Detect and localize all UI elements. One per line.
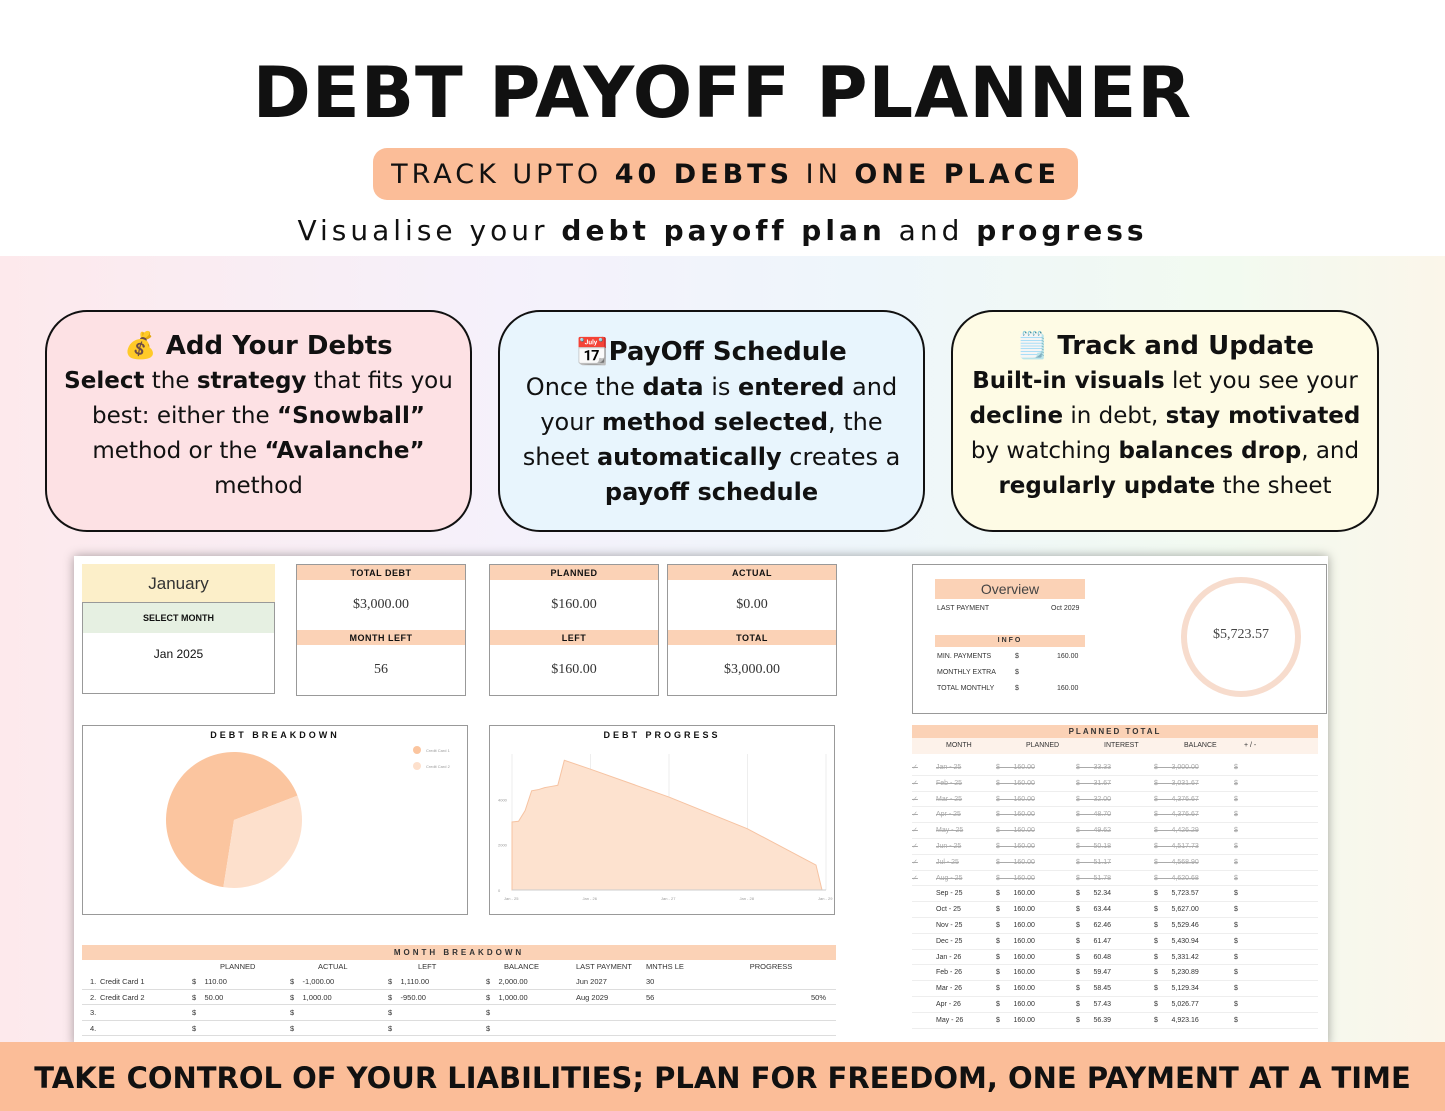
cell-month: Jul - 25 xyxy=(936,858,959,866)
cell-balance: $ 5,026.77 xyxy=(1154,1000,1199,1008)
cell-month: Mar - 26 xyxy=(936,985,963,993)
cell-name[interactable] xyxy=(100,1021,192,1036)
stat-value: $3,000.00 xyxy=(353,597,409,612)
stat-label: LEFT xyxy=(490,630,658,645)
feature-card-payoff-schedule xyxy=(498,310,925,532)
cell-balance: $ 3,031.67 xyxy=(1154,779,1199,787)
cell-planned[interactable]: $ 110.00 xyxy=(192,977,227,986)
card-body: Built-in visuals let you see your decline in debt, stay motivated by watching balances drop, and regularly update the sheet xyxy=(969,368,1361,499)
cell-planned: $ 160.00 xyxy=(996,1016,1035,1024)
pill-text-2: 40 DEBTS xyxy=(614,159,794,190)
cell-interest: $ 50.18 xyxy=(1076,842,1112,850)
area-series xyxy=(512,760,822,890)
cell-diff: $ xyxy=(1234,985,1238,993)
cell-planned[interactable]: $ xyxy=(192,1008,205,1017)
table-row xyxy=(912,855,1318,871)
cell-month: Oct - 25 xyxy=(936,906,961,914)
column-header: + / - xyxy=(1244,742,1257,749)
table-title: PLANNED TOTAL xyxy=(912,725,1318,738)
stat-value: $160.00 xyxy=(551,597,597,612)
stat-value: 56 xyxy=(374,662,388,677)
cell-diff: $ xyxy=(1234,1000,1238,1008)
stat-value: $3,000.00 xyxy=(724,662,780,677)
cell-planned: $ 160.00 xyxy=(996,811,1035,819)
cell-planned: $ 160.00 xyxy=(996,953,1035,961)
cell-diff: $ xyxy=(1234,779,1238,787)
stat-box-debt xyxy=(296,564,466,696)
check-icon[interactable]: ✓ xyxy=(912,779,918,787)
stat-label: TOTAL xyxy=(668,630,836,645)
cell-interest: $ 60.48 xyxy=(1076,953,1112,961)
cell-balance: $ 4,923.16 xyxy=(1154,1016,1199,1024)
feature-card-track-update xyxy=(951,310,1379,532)
column-header: LAST PAYMENT xyxy=(576,962,632,971)
table-row xyxy=(912,886,1318,902)
column-header: BALANCE xyxy=(504,962,540,971)
info-row-currency: $ xyxy=(1015,685,1019,692)
planned-rows xyxy=(912,760,1318,1029)
cell-month: May - 25 xyxy=(936,827,964,835)
check-icon[interactable] xyxy=(912,997,924,1012)
stat-value: $0.00 xyxy=(736,597,768,612)
cell-diff: $ xyxy=(1234,858,1238,866)
cell-progress: 50% xyxy=(810,992,826,1002)
cell-progress xyxy=(706,1005,826,1020)
check-icon[interactable]: ✓ xyxy=(912,858,918,866)
subtitle-text-4: progress xyxy=(976,214,1148,247)
cell-interest: $ 63.44 xyxy=(1076,906,1112,914)
cell-progress xyxy=(706,1021,826,1036)
table-row xyxy=(912,792,1318,808)
table-row xyxy=(912,871,1318,887)
card-title: 🗒️ Track and Update xyxy=(1015,331,1315,361)
tagline-pill xyxy=(373,148,1078,200)
cell-planned[interactable]: $ 50.00 xyxy=(192,992,224,1002)
cell-balance: $ 2,000.00 xyxy=(486,977,528,986)
y-tick-label: 2000 xyxy=(498,842,507,848)
cell-months-left xyxy=(646,1021,706,1036)
check-icon[interactable] xyxy=(912,1013,924,1028)
cell-balance: $ 4,568.90 xyxy=(1154,858,1199,866)
cell-interest: $ 33.33 xyxy=(1076,764,1112,771)
cell-interest: $ 31.67 xyxy=(1076,779,1112,787)
cell-balance: $ 5,627.00 xyxy=(1154,906,1199,914)
check-icon[interactable] xyxy=(912,886,924,901)
chart-title: DEBT BREAKDOWN xyxy=(210,730,340,740)
column-header: PLANNED xyxy=(220,962,256,971)
cell-month: Feb - 26 xyxy=(936,969,963,977)
month-breakdown-rows xyxy=(82,974,836,1036)
subtitle xyxy=(0,214,1445,247)
money-bag-icon: 💰 xyxy=(124,331,157,361)
table-row xyxy=(912,918,1318,934)
cell-balance: $ 5,529.46 xyxy=(1154,921,1199,929)
debt-progress-chart xyxy=(489,725,835,915)
cell-months-left: 56 xyxy=(646,992,655,1002)
y-tick-label: 4000 xyxy=(498,797,507,803)
cell-month: Apr - 25 xyxy=(936,811,961,819)
cell-name[interactable] xyxy=(100,1005,192,1020)
balance-ring-value: $5,723.57 xyxy=(1213,627,1269,642)
cell-month: Dec - 25 xyxy=(936,937,963,945)
x-tick-label: Jan - 27 xyxy=(661,896,676,901)
overview-panel xyxy=(912,564,1327,714)
table-row xyxy=(912,997,1318,1013)
cell-index: 3. xyxy=(90,1008,97,1017)
cell-last-payment xyxy=(576,1005,646,1020)
month-breakdown-table xyxy=(82,945,836,1045)
table-row xyxy=(912,950,1318,966)
chart-title: DEBT PROGRESS xyxy=(603,730,721,740)
cell-planned: $ 160.00 xyxy=(996,779,1035,787)
info-row-label: MIN. PAYMENTS xyxy=(937,653,992,660)
column-header: PLANNED xyxy=(1026,742,1060,749)
check-icon[interactable]: ✓ xyxy=(912,827,918,835)
x-tick-label: Jan - 26 xyxy=(582,896,597,901)
cell-index: 1. xyxy=(90,977,97,986)
notepad-icon: 🗒️ xyxy=(1015,331,1049,361)
select-month-dropdown[interactable]: Jan 2025 xyxy=(153,647,204,661)
cell-interest: $ 61.47 xyxy=(1076,937,1112,945)
check-icon[interactable]: ✓ xyxy=(912,874,918,882)
month-header: January xyxy=(82,564,275,602)
table-row xyxy=(912,823,1318,839)
cell-month: Jun - 25 xyxy=(936,842,962,850)
cell-planned: $ 160.00 xyxy=(996,921,1035,929)
cell-interest: $ 51.17 xyxy=(1076,858,1112,866)
cell-planned: $ 160.00 xyxy=(996,1000,1035,1008)
pill-text-1: TRACK UPTO xyxy=(391,159,615,190)
cell-diff: $ xyxy=(1234,906,1238,914)
last-payment-label: LAST PAYMENT xyxy=(937,605,990,612)
cell-balance: $ 4,426.29 xyxy=(1154,827,1199,835)
cell-progress xyxy=(706,974,826,989)
check-icon[interactable] xyxy=(912,902,924,917)
info-row-currency: $ xyxy=(1015,653,1019,660)
cell-planned: $ 160.00 xyxy=(996,764,1035,771)
stat-label: PLANNED xyxy=(490,565,658,580)
info-row-value: 160.00 xyxy=(1057,653,1079,660)
cell-interest: $ 62.46 xyxy=(1076,921,1112,929)
feature-card-add-debts xyxy=(45,310,472,532)
legend-label: Credit Card 2 xyxy=(426,764,450,769)
subtitle-text-1: Visualise your xyxy=(297,214,562,247)
cell-month: Aug - 25 xyxy=(936,874,963,882)
check-icon[interactable]: ✓ xyxy=(912,811,918,819)
check-icon[interactable] xyxy=(912,965,924,980)
table-row xyxy=(82,974,836,990)
cell-left: $ xyxy=(388,1023,401,1033)
cell-planned: $ 160.00 xyxy=(996,890,1035,898)
cell-month: Mar - 25 xyxy=(936,795,963,803)
cell-balance: $ 5,331.42 xyxy=(1154,953,1199,961)
cell-balance: $ 5,430.94 xyxy=(1154,937,1199,945)
cell-diff: $ xyxy=(1234,921,1238,929)
cell-months-left: 30 xyxy=(646,977,655,986)
card-body: Select the strategy that fits you best: either the “Snowball” method or the “Avalanche” method xyxy=(64,368,453,499)
info-row-currency: $ xyxy=(1015,669,1019,676)
info-row-label: TOTAL MONTHLY xyxy=(937,685,995,692)
table-row xyxy=(82,990,836,1006)
debt-breakdown-chart xyxy=(82,725,468,915)
cell-balance: $ xyxy=(486,1023,499,1033)
x-tick-label: Jan - 28 xyxy=(739,896,754,901)
cell-months-left xyxy=(646,1005,706,1020)
column-header: MNTHS LE xyxy=(646,962,684,971)
column-header: INTEREST xyxy=(1104,742,1139,749)
cell-balance: $ xyxy=(486,1008,499,1017)
calendar-icon: 📆 xyxy=(576,337,609,367)
info-row-label: MONTHLY EXTRA xyxy=(937,669,996,676)
cell-balance: $ 5,230.89 xyxy=(1154,969,1199,977)
x-tick-label: Jan - 29 xyxy=(818,896,833,901)
cell-planned: $ 160.00 xyxy=(996,795,1035,803)
table-row xyxy=(912,839,1318,855)
pill-text-3: IN xyxy=(793,159,855,190)
area-chart-svg xyxy=(490,740,834,912)
cell-diff: $ xyxy=(1234,827,1238,835)
overview-title: Overview xyxy=(935,579,1085,599)
table-row xyxy=(912,965,1318,981)
page-title: DEBT PAYOFF PLANNER xyxy=(252,52,1193,134)
check-icon[interactable]: ✓ xyxy=(912,764,918,771)
column-header: LEFT xyxy=(418,962,437,971)
column-header: MONTH xyxy=(946,742,972,749)
footer-banner: TAKE CONTROL OF YOUR LIABILITIES; PLAN FOR FREEDOM, ONE PAYMENT AT A TIME xyxy=(0,1042,1445,1111)
cell-actual[interactable]: $ -1,000.00 xyxy=(290,977,335,986)
table-title: MONTH BREAKDOWN xyxy=(82,945,836,960)
cell-diff: $ xyxy=(1234,890,1238,898)
cell-month: Jan - 26 xyxy=(936,953,962,961)
cell-month: Sep - 25 xyxy=(936,890,963,898)
cell-diff: $ xyxy=(1234,795,1238,803)
cell-balance: $ 4,376.67 xyxy=(1154,811,1199,819)
stat-label: TOTAL DEBT xyxy=(297,565,465,580)
cell-diff: $ xyxy=(1234,874,1238,882)
table-row xyxy=(912,760,1318,776)
cell-last-payment: Jun 2027 xyxy=(576,977,607,986)
stat-box-planned xyxy=(489,564,659,696)
cell-interest: $ 49.62 xyxy=(1076,827,1112,835)
table-header xyxy=(912,738,1318,754)
cell-diff: $ xyxy=(1234,842,1238,850)
cell-actual[interactable]: $ xyxy=(290,1023,303,1033)
cell-balance: $ 1,000.00 xyxy=(486,992,528,1002)
cell-balance: $ 4,376.67 xyxy=(1154,795,1199,803)
cell-planned: $ 160.00 xyxy=(996,842,1035,850)
x-tick-label: Jan - 25 xyxy=(504,896,519,901)
cell-interest: $ 57.43 xyxy=(1076,1000,1112,1008)
cell-balance: $ 4,517.73 xyxy=(1154,842,1199,850)
table-row xyxy=(82,1005,836,1021)
cell-interest: $ 56.39 xyxy=(1076,1016,1112,1024)
cell-balance: $ 4,620.68 xyxy=(1154,874,1199,882)
cell-name[interactable]: Credit Card 1 xyxy=(100,977,145,986)
legend-marker xyxy=(413,746,421,754)
cell-planned: $ 160.00 xyxy=(996,874,1035,882)
cell-interest: $ 58.45 xyxy=(1076,985,1112,993)
column-header: BALANCE xyxy=(1184,742,1217,749)
cell-interest: $ 48.70 xyxy=(1076,811,1112,819)
cell-month: Nov - 25 xyxy=(936,921,963,929)
legend-marker xyxy=(413,762,421,770)
card-title: 📆PayOff Schedule xyxy=(576,337,847,367)
cell-diff: $ xyxy=(1234,953,1238,961)
spreadsheet-preview xyxy=(74,556,1328,1046)
check-icon[interactable]: ✓ xyxy=(912,795,918,803)
cell-diff: $ xyxy=(1234,1016,1238,1024)
legend-label: Credit Card 1 xyxy=(426,748,450,753)
cell-last-payment: Aug 2029 xyxy=(576,992,609,1002)
select-month-label: SELECT MONTH xyxy=(83,603,274,633)
cell-interest: $ 32.00 xyxy=(1076,795,1112,803)
cell-interest: $ 52.34 xyxy=(1076,890,1112,898)
pie-chart-svg xyxy=(83,740,467,910)
table-row xyxy=(912,807,1318,823)
subtitle-text-3: and xyxy=(885,214,977,247)
info-label: INFO xyxy=(935,635,1085,647)
column-header: PROGRESS xyxy=(749,962,793,971)
info-row-value: 160.00 xyxy=(1057,685,1079,692)
cell-month: Apr - 26 xyxy=(936,1000,961,1008)
cell-month: Feb - 25 xyxy=(936,779,963,787)
cell-diff: $ xyxy=(1234,969,1238,977)
table-row xyxy=(912,1013,1318,1029)
table-row xyxy=(912,981,1318,997)
table-row xyxy=(912,776,1318,792)
subtitle-text-2: debt payoff plan xyxy=(561,214,886,247)
check-icon[interactable] xyxy=(912,981,924,996)
cell-planned: $ 160.00 xyxy=(996,858,1035,866)
cell-balance: $ 3,000.00 xyxy=(1154,764,1199,771)
cell-diff: $ xyxy=(1234,811,1238,819)
stat-label: MONTH LEFT xyxy=(297,630,465,645)
planned-total-table xyxy=(912,725,1318,1045)
cell-planned: $ 160.00 xyxy=(996,827,1035,835)
stat-box-actual xyxy=(667,564,837,696)
cell-planned[interactable]: $ xyxy=(192,1023,205,1033)
cell-index: 4. xyxy=(90,1023,97,1033)
check-icon[interactable] xyxy=(912,934,924,949)
check-icon[interactable]: ✓ xyxy=(912,842,918,850)
cell-planned: $ 160.00 xyxy=(996,906,1035,914)
y-tick-label: 0 xyxy=(498,888,501,893)
last-payment-value: Oct 2029 xyxy=(1051,605,1080,612)
cell-name[interactable]: Credit Card 2 xyxy=(100,992,145,1002)
cell-planned: $ 160.00 xyxy=(996,985,1035,993)
check-icon[interactable] xyxy=(912,950,924,965)
cell-index: 2. xyxy=(90,992,97,1002)
cell-month: Jan - 25 xyxy=(936,764,962,771)
cell-actual[interactable]: $ 1,000.00 xyxy=(290,992,332,1002)
cell-left: $ -950.00 xyxy=(388,992,426,1002)
column-header: ACTUAL xyxy=(318,962,348,971)
cell-month: May - 26 xyxy=(936,1016,964,1024)
cell-diff: $ xyxy=(1234,764,1238,771)
stat-label: ACTUAL xyxy=(668,565,836,580)
cell-left: $ 1,110.00 xyxy=(388,977,430,986)
cell-balance: $ 5,723.57 xyxy=(1154,890,1199,898)
table-row xyxy=(82,1021,836,1037)
cell-balance: $ 5,129.34 xyxy=(1154,985,1199,993)
cell-planned: $ 160.00 xyxy=(996,937,1035,945)
select-month-box xyxy=(82,602,275,694)
table-row xyxy=(912,902,1318,918)
cell-planned: $ 160.00 xyxy=(996,969,1035,977)
check-icon[interactable] xyxy=(912,918,924,933)
card-body: Once the data is entered and your method selected, the sheet automatically creates a payoff schedule xyxy=(522,373,901,506)
card-title: 💰 Add Your Debts xyxy=(124,331,393,361)
table-header xyxy=(82,960,836,974)
cell-diff: $ xyxy=(1234,937,1238,945)
table-row xyxy=(912,934,1318,950)
cell-interest: $ 51.78 xyxy=(1076,874,1112,882)
cell-last-payment xyxy=(576,1021,646,1036)
pill-text-4: ONE PLACE xyxy=(854,159,1060,190)
cell-interest: $ 59.47 xyxy=(1076,969,1112,977)
cell-left: $ xyxy=(388,1008,401,1017)
stat-value: $160.00 xyxy=(551,662,597,677)
cell-actual[interactable]: $ xyxy=(290,1008,303,1017)
